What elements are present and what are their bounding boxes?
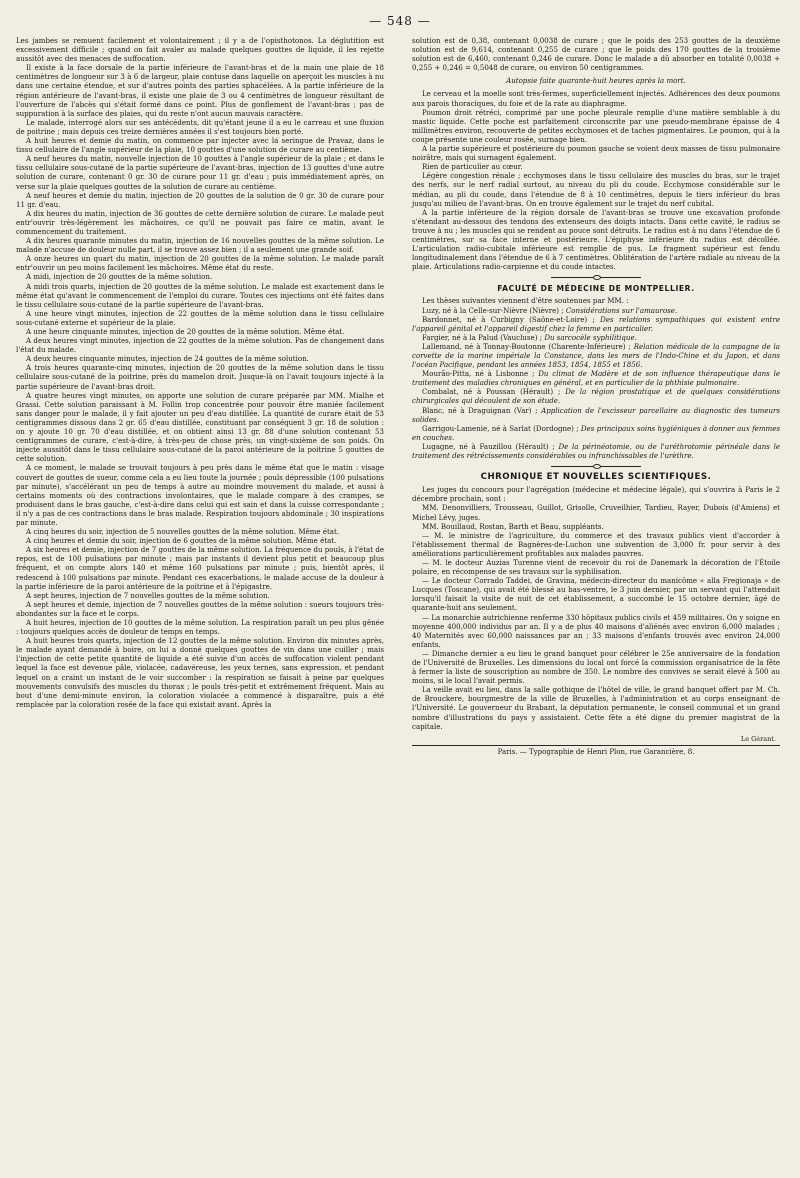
paragraph: A six heures et demie, injection de 7 gouttes de la même solution. La fréquence du pouls, à l'état de repos, est de 100 pulsations par minute ; mais par instants il devient plus petit et beaucoup plus fréquent, et on compte alors 140 et même 160 pulsations par minute ; puis, bientôt après, il redescend à 100 pulsations par minute. Pendant ces exacerbations, le malade accuse de la douleur à la partie inférieure de la paroi antérieure de la poitrine et à l'épigastre.: [16, 545, 384, 591]
paragraph: A la partie inférieure de la région dorsale de l'avant-bras se trouve une excavation profonde s'étendant au-dessous des tendons des extenseurs des doigts intacts. Dans cette cavité, le radius se trouve à nu ; les muscles qui se rendent au pouce sont détruits. Le radius est à nu dans l'étendue de 6 centimètres, sur sa face interne et postérieure. L'épiphyse inférieure du radius est décollée. L'articulation radio-cubitale inférieure est remplie de pus. Le fragment supérieur est fendu longitudinalement dans l'étendue de 6 à 7 centimètres. Oblitération de l'artère radiale au niveau de la plaie. Articulations radio-carpienne et du coude intactes.: [412, 207, 780, 272]
thesis-entry: [412, 442, 780, 460]
paragraph: A deux heures cinquante minutes, injection de 24 gouttes de la même solution.: [26, 354, 309, 364]
paragraph: A onze heures un quart du matin, injection de 20 gouttes de la même solution. Le malade paraît entr'ouvrir un peu moins facilement les mâchoires. Même état du reste.: [16, 254, 384, 273]
paragraph: Les juges du concours pour l'agrégation (médecine et médecine légale), qui s'ouvrira à Paris le 2 décembre prochain, sont :: [412, 485, 780, 504]
paragraph: Le cerveau et la moelle sont très-fermes, superficiellement injectés. Adhérences des deux poumons aux parois thoraciques, du foie et de la rate au diaphragme.: [412, 89, 780, 108]
paragraph: A deux heures vingt minutes, injection de 22 gouttes de la même solution. Pas de changement dans l'état du malade.: [16, 336, 384, 355]
faculty-heading: FACULTÉ DE MÉDECINE DE MONTPELLIER.: [497, 284, 695, 294]
paragraph: A huit heures trois quarts, injection de 12 gouttes de la même solution. Environ dix minutes après, le malade ayant demandé à boire, on lui a donné quelques gouttes de vin dans une cuiller ; mais l'injection de cette petite quantité de liquide a été suivie d'un accès de suffocation violent pendant lequel la face est devenue pâle, violacée, cadavéreuse, les yeux ternes, sans expression, et pendant lequel on a craint un instant de le voir succomber : la respiration se faisait à peine par quelques mouvements convulsifs des muscles du thorax ; le pouls très-petit et extrêmement fréquent. Mais au bout d'une demi-minute environ, la coloration violacée a commencé à disparaître, puis a été remplacée par la coloration rosée de la face qui existait avant. Après la: [16, 636, 384, 709]
autopsy-heading: Autopsie faite quarante-huit heures après la mort.: [506, 76, 686, 86]
thesis-author: Garrigou-Lamenie, né à Sarlat (Dordogne) ;: [422, 423, 581, 433]
thesis-entry: [412, 387, 780, 405]
paragraph: — M. le docteur Auzias Turenne vient de recevoir du roi de Danemark la décoration de l'Étoile polaire, en récompense de ses travaux sur la syphilisation.: [412, 557, 780, 577]
thesis-title: Considérations sur l'amaurose.: [565, 305, 678, 315]
paragraph: A dix heures du matin, injection de 36 gouttes de cette dernière solution de curare. Le malade peut entr'ouvrir très-légèrement les mâchoires, ce qu'il ne pouvait pas faire ce matin, avant le commencement du traitement.: [16, 208, 384, 236]
thesis-title: Du climat de Madère et de son influence thérapeutique dans le traitement des maladies chroniques en général, et en particulier de la phthisie pulmonaire.: [412, 369, 780, 388]
thesis-list: [412, 306, 780, 461]
faculty-intro: Les thèses suivantes viennent d'être soutenues par MM. :: [422, 296, 629, 306]
thesis-author: Fargier, né à la Palud (Vaucluse) ;: [422, 332, 545, 342]
paragraph: A huit heures et demie du matin, on commence par injecter avec la seringue de Pravaz, dans le tissu cellulaire de l'angle supérieur de la plaie, 10 gouttes d'une solution de curare au centième.: [16, 136, 384, 155]
thesis-entry: [412, 369, 780, 387]
paragraph: A dix heures quarante minutes du matin, injection de 16 nouvelles gouttes de la même solution. Le malade n'accuse de douleur nulle part, il se trouve assez bien ; il a seulement une grande soif.: [16, 236, 384, 255]
paragraph: Les jambes se remuent facilement et volontairement ; il y a de l'opisthotonos. La déglutition est excessivement difficile ; quand on fait avaler au malade quelques gouttes de liquide, il les rejette aussitôt avec des menaces de suffocation.: [16, 36, 384, 64]
thesis-title: Des relations sympathiques qui existent entre l'appareil génital et l'appareil digestif chez la femme en particulier.: [412, 314, 780, 333]
paragraph: A la partie supérieure et postérieure du poumon gauche se voient deux masses de tissu pulmonaire noirâtre, mais qui surnagent également.: [412, 144, 780, 163]
thesis-author: Bardonnet, né à Curbigny (Saône-et-Loire) ;: [422, 314, 601, 324]
paragraph: A sept heures, injection de 7 nouvelles gouttes de la même solution.: [26, 590, 270, 600]
paragraph: A trois heures quarante-cinq minutes, injection de 20 gouttes de la même solution dans le tissu cellulaire sous-cutané de la poitrine, près du mamelon droit. Jusque-là on l'avait toujours injecté à la partie supérieure de l'avant-bras droit.: [16, 363, 384, 391]
paragraph: solution est de 0,38, contenant 0,0038 de curare ; que le poids des 253 gouttes de la deuxième solution est de 9,614, contenant 0,255 de curare ; que le poids des 170 gouttes de la troisième solution est de 6,460, contenant 0,246 de curare. Donc le malade a dû absorber en totalité 0,0038 + 0,255 + 0,246 = 0,5048 de curare, ou environ 50 centigrammes.: [412, 36, 780, 73]
paragraph: MM. Bouillaud, Rostan, Barth et Beau, suppléants.: [422, 521, 604, 531]
thesis-entry: [412, 333, 780, 342]
chronicle-heading: CHRONIQUE ET NOUVELLES SCIENTIFIQUES.: [480, 472, 712, 483]
paragraph: A neuf heures du matin, nouvelle injection de 10 gouttes à l'angle supérieur de la plaie ; et dans le tissu cellulaire sous-cutané de la partie supérieure de l'avant-bras, injection de 13 gouttes d'une autre solution de curare, contenant 0 gr. 30 de curare pour 11 gr. d'eau ; puis immédiatement après, on verse sur la plaie quelques gouttes de la solution de curare au centième.: [16, 154, 384, 191]
paragraph: Il existe à la face dorsale de la partie inférieure de l'avant-bras et de la main une plaie de 18 centimètres de longueur sur 3 à 6 de largeur, plaie contuse dans laquelle on aperçoit les muscles à nu dans une certaine étendue, et sur d'autres points des parties sphacélées. A la partie inférieure de la région antérieure de l'avant-bras, il existe une plaie de 3 ou 4 centimètres de longueur résultant de l'ouverture de l'abcès qui s'était formé dans ce point. Plus de gonflement de l'avant-bras ; pas de suppuration à la surface des plaies, qui du reste n'ont aucun mauvais caractère.: [16, 63, 384, 118]
paragraph: A une heure cinquante minutes, injection de 20 gouttes de la même solution. Même état.: [26, 327, 345, 336]
thesis-title: Application de l'excisseur parcellaire au diagnostic des tumeurs solides.: [412, 405, 781, 424]
paragraph: — La monarchie autrichienne renferme 330 hôpitaux publics civils et 459 militaires. On y soigne en moyenne 400,000 individus par an. Il y a de plus 40 maisons d'aliénés avec environ 6,000 malades ; 40 Maternités avec 60,000 naissances par an ; 33 maisons d'enfants trouvés avec environ 24,000 enfants.: [412, 612, 780, 649]
paragraph: — Le docteur Corrado Taddei, de Gravina, médecin-directeur du manicôme « alla Fregionaja » de Lucques (Toscane), qui avait été blessé au bas-ventre, le 3 juin dernier, par un servant qui l'attendait lorsqu'il faisait la visite de nuit de cet établissement, a succombé le 15 octobre dernier, âgé de quarante-huit ans seulement.: [412, 576, 780, 613]
paragraph: A midi trois quarts, injection de 20 gouttes de la même solution. Le malade est exactement dans le même état qu'avant le commencement de l'emploi du curare. Toutes ces injections ont été faites dans le tissu cellulaire sous-cutané de la partie supérieure de l'avant-bras.: [16, 281, 384, 309]
thesis-title: De la région prostatique et de quelques considérations chirurgicales qui découlent de son étude.: [412, 387, 780, 406]
autopsy-section: [412, 89, 780, 271]
thesis-author: Combalat, né à Poussan (Hérault) ;: [422, 387, 566, 397]
thesis-entry: [412, 424, 780, 442]
thesis-author: Blanc, né à Draguignan (Var) ;: [422, 405, 542, 415]
printer-line: Paris. — Typographie de Henri Plon, rue Garancière, 8.: [412, 745, 780, 757]
left-column: [16, 36, 384, 709]
paragraph: A quatre heures vingt minutes, on apporte une solution de curare préparée par MM. Mialhe et Grassi. Cette solution paraissant à M. Follin trop concentrée pour pouvoir être maniée facilement sans danger pour le malade, il y fait ajouter un peu d'eau distillée. La quantité de curare était de 53 centigrammes dissous dans 2 gr. 65 d'eau distillée, constituant par conséquent 3 gr. 18 de solution : on y ajoute 10 gr. 70 d'eau distillée, et on obtient ainsi 13 gr. 88 d'une solution contenant 53 centigrammes de curare, c'est-à-dire, à très-peu de chose près, un vingt-sixième de son poids. On injecte aussitôt dans le tissu cellulaire sous-cutané de la paroi antérieure de la poitrine 5 gouttes de cette solution.: [16, 390, 384, 464]
thesis-entry: [412, 315, 780, 333]
paragraph: A sept heures et demie, injection de 7 nouvelles gouttes de la même solution : sueurs toujours très-abondantes sur la face et le corps.: [16, 599, 384, 618]
paragraph: La veille avait eu lieu, dans la salle gothique de l'hôtel de ville, le grand banquet offert par M. Ch. de Brouckere, bourgmestre de la ville de Bruxelles, à l'administration et au corps enseignant de l'Université. Le gouverneur du Brabant, la députation permanente, le conseil communal et un grand nombre d'illustrations du pays y assistaient. Cette fête a été digne du premier magistrat de la capitale.: [412, 685, 780, 731]
paragraph: A neuf heures et demie du matin, injection de 20 gouttes de la solution de 0 gr. 30 de curare pour 11 gr. d'eau.: [16, 190, 384, 209]
thesis-entry: [412, 342, 780, 369]
thesis-entry: [412, 406, 780, 424]
case-calculation: [412, 36, 780, 72]
thesis-author: Lallemand, né à Tonnay-Boutonne (Charente-Inférieure) ;: [422, 341, 634, 351]
paragraph: Rien de particulier au cœur.: [422, 162, 523, 172]
paragraph: A une heure vingt minutes, injection de 22 gouttes de la même solution dans le tissu cellulaire sous-cutané externe et supérieur de la plaie.: [16, 308, 384, 327]
thesis-author: Luzy, né à la Celle-sur-Nièvre (Nièvre) ;: [422, 305, 566, 315]
thesis-title: Du sarcocèle syphilitique.: [544, 332, 637, 342]
signature: Le Gérant.: [740, 734, 776, 743]
thesis-author: Lugagne, né à Fauzillou (Hérault) ;: [422, 441, 559, 451]
ornament-rule-icon: [551, 463, 641, 469]
thesis-author: Mourão-Pitta, né à Lisbonne ;: [422, 369, 539, 379]
ornament-rule-icon: [551, 274, 641, 280]
paragraph: Légère congestion rénale ; ecchymoses dans le tissu cellulaire des muscles du bras, sur le trajet des nerfs, sur le nerf radial surtout, au niveau du pli du coude. Ecchymose considérable sur le médian, au pli du coude, dans l'étendue de 8 à 10 centimètres, depuis le tiers inférieur du bras jusqu'au milieu de l'avant-bras. On en trouve également sur le trajet du nerf cubital.: [412, 171, 780, 208]
thesis-title: Des principaux soins hygiéniques à donner aux femmes en couches.: [412, 423, 780, 442]
paragraph: A ce moment, le malade se trouvait toujours à peu près dans le même état que le matin : visage couvert de gouttes de sueur, comme cela a eu lieu toute la journée ; pouls dépressible (100 pulsations par minute), s'accélérant un peu de temps à autre au moindre mouvement du malade, et aussi à certains moments où des contractions involontaires, que le malade compare à des crampes, se produisent dans le bras gauche, c'est-à-dire dans celui qui est sain et dans la cuisse correspondante ; il n'y a pas de ces contractions dans le bras malade. Respiration toujours abdominale ; 30 inspirations par minute.: [16, 463, 384, 527]
thesis-title: De la périnéotomie, ou de l'uréthrotomie périnéale dans le traitement des rétrécissements considérables ou infranchissables de l'urèthre.: [412, 441, 780, 461]
page-number: — 548 —: [369, 14, 431, 28]
thesis-title: Relation médicale de la campagne de la corvette de la marine impériale la Constance, dans les mers de l'Indo-Chine et du Japon, et dans l'océan Pacifique, pendant les années 1853, 1854, 1855 et 1856.: [412, 341, 780, 370]
paragraph: — M. le ministre de l'agriculture, du commerce et des travaux publics vient d'accorder à l'établissement thermal de Bagnères-de-Luchon une subvention de 3,000 fr. pour servir à des améliorations particulièrement profitables aux malades pauvres.: [412, 530, 780, 558]
thesis-entry: [412, 306, 780, 315]
chronicle-section: [412, 485, 780, 731]
right-column: [412, 36, 780, 757]
paragraph: A midi, injection de 20 gouttes de la même solution.: [26, 272, 213, 282]
paragraph: A huit heures, injection de 10 gouttes de la même solution. La respiration paraît un peu plus gênée : toujours quelques accès de douleur de temps en temps.: [16, 618, 384, 637]
paragraph: A cinq heures du soir, injection de 5 nouvelles gouttes de la même solution. Même état.: [26, 527, 340, 537]
paragraph: — Dimanche dernier a eu lieu le grand banquet pour célébrer le 25e anniversaire de la fondation de l'Université de Bruxelles. Les dimensions du local ont forcé la commission organisatrice de la fête à fermer la liste de souscription au nombre de 350. Le nombre des convives se serait élevé à 500 au moins, si le local l'avait permis.: [412, 648, 780, 686]
paragraph: Le malade, interrogé alors sur ses antécédents, dit qu'étant jeune il a eu le carreau et une fluxion de poitrine ; mais depuis ces treize dernières années il s'est toujours bien porté.: [16, 117, 384, 136]
paragraph: A cinq heures et demie du soir, injection de 6 gouttes de la même solution. Même état.: [26, 536, 337, 546]
paragraph: Poumon droit rétréci, comprimé par une poche pleurale remplie d'une matière semblable à du mastic liquide. Cette poche est parfaitement circonscrite par une pseudo-membrane épaisse de 4 millimètres environ, recouverte de petites ecchymoses et de taches pigmentaires. Le poumon, qui à la coupe présente une couleur rosée, surnage bien.: [412, 107, 780, 144]
paragraph: MM. Denonvilliers, Trousseau, Guillot, Grisolle, Cruveilhier, Tardieu, Rayer, Dubois (d'Amiens) et Michel Lévy, juges.: [412, 503, 780, 522]
